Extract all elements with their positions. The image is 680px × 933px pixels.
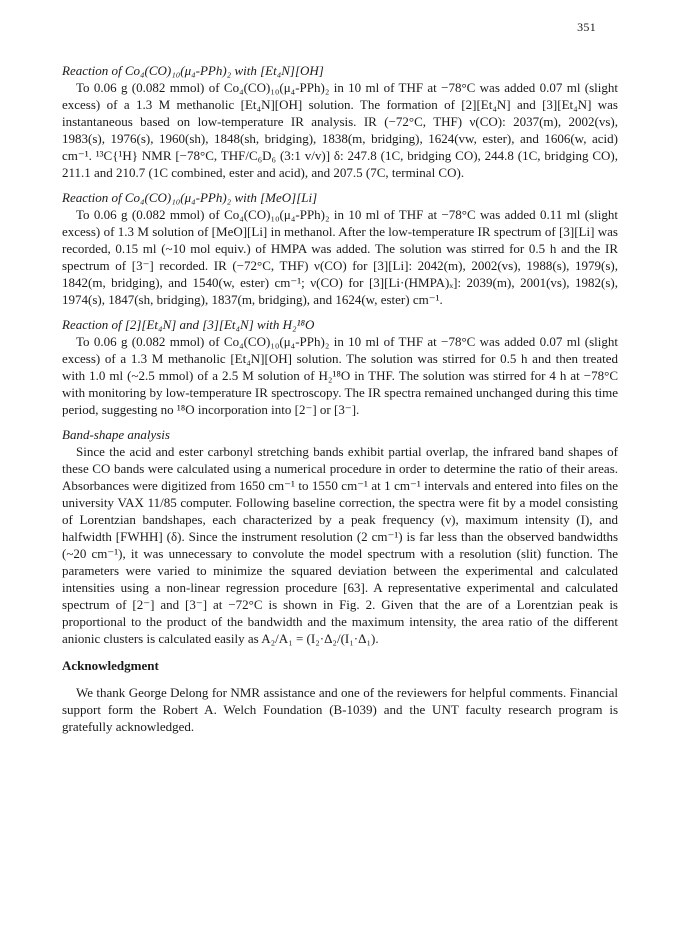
section-heading: Reaction of Co₄(CO)₁₀(μ₄-PPh)₂ with [Et₄N][OH] <box>62 63 324 78</box>
article-body <box>62 62 618 735</box>
section-oh-reaction <box>62 62 618 181</box>
section-paragraph: To 0.06 g (0.082 mmol) of Co₄(CO)₁₀(μ₄-PPh)₂ in 10 ml of THF at −78°C was added 0.11 ml (slight excess) of 1.3 M solution of [MeO][Li] in methanol. After the low-temperature IR spectrum of [3][Li] was recorded, 0.15 ml (~10 mol equiv.) of HMPA was added. The solution was stirred for 0.5 h and the IR spectrum of [3⁻] recorded. IR (−72°C, THF) ν(CO) for [3][Li]: 2042(m), 2002(vs), 1988(s), 1979(s), 1842(m, bridging), and 1540(w, ester) cm⁻¹; ν(CO) for [3][Li·(HMPA)ₓ]: 2039(m), 2001(vs), 1982(s), 1974(s), 1847(sh, bridging), 1837(m, bridging), and 1624(w, ester) cm⁻¹. <box>62 207 618 307</box>
section-band-shape-analysis <box>62 426 618 647</box>
acknowledgment-paragraph: We thank George Delong for NMR assistance and one of the reviewers for helpful comments. Financial support form the Robert A. Welch Foundation (B-1039) and the UNT faculty research program is gratefully acknowledged. <box>62 685 618 734</box>
section-meoli-reaction <box>62 189 618 308</box>
section-paragraph: Since the acid and ester carbonyl stretching bands exhibit partial overlap, the infrared band shapes of these CO bands were calculated using a numerical procedure in order to determine the ratio of their areas. Absorbances were digitized from 1650 cm⁻¹ to 1550 cm⁻¹ at 1 cm⁻¹ intervals and entered into files on the university VAX 11/85 computer. Following baseline correction, the spectra were fit by a model consisting of Lorentzian bandshapes, each characterized by a peak frequency (ν), maximum intensity (I), and halfwidth [FWHH] (δ). Since the instrument resolution (2 cm⁻¹) is far less than the observed bandwidths (~20 cm⁻¹), it was unnecessary to convolute the model spectrum with a resolution (slit) function. The parameters were varied to minimize the squared deviation between the experimental and calculated intensities using a non-linear regression procedure [63]. A representative experimental and calculated spectrum of [2⁻] and [3⁻] at −72°C is shown in Fig. 2. Given that the are of a Lorentzian peak is proportional to the product of the bandwidth and the maximum intensity, the area ratio of the different anionic clusters is calculated easily as A₂/A₁ = (I₂·Δ₂/(I₁·Δ₁). <box>62 444 618 646</box>
section-paragraph: To 0.06 g (0.082 mmol) of Co₄(CO)₁₀(μ₄-PPh)₂ in 10 ml of THF at −78°C was added 0.07 ml (slight excess) of a 1.3 M methanolic [Et₄N][OH] solution. The solution was stirred for 0.5 h and then treated with 1.0 ml (~2.5 mmol) of a 2.5 M solution of H₂¹⁸O in THF. The solution was stirred for 4 h at −78°C with monitoring by low-temperature IR spectroscopy. The IR spectra remained unchanged during this time period, suggesting no ¹⁸O incorporation into [2⁻] or [3⁻]. <box>62 334 618 417</box>
acknowledgment-heading: Acknowledgment <box>62 658 159 673</box>
section-h2o18-reaction <box>62 316 618 418</box>
section-heading: Reaction of [2][Et₄N] and [3][Et₄N] with H₂¹⁸O <box>62 317 315 332</box>
section-heading: Reaction of Co₄(CO)₁₀(μ₄-PPh)₂ with [MeO][Li] <box>62 190 318 205</box>
acknowledgment-section <box>62 657 618 735</box>
page-number: 351 <box>577 20 596 34</box>
section-heading: Band-shape analysis <box>62 427 170 442</box>
section-paragraph: To 0.06 g (0.082 mmol) of Co₄(CO)₁₀(μ₄-PPh)₂ in 10 ml of THF at −78°C was added 0.07 ml (slight excess) of a 1.3 M methanolic [Et₄N][OH] solution. The formation of [2][Et₄N] and [3][Et₄N] was instantaneous based on low-temperature IR analysis. IR (−72°C, THF) ν(CO): 2037(m), 2002(vs), 1983(s), 1976(s), 1960(sh), 1848(sh, bridging), 1838(m, bridging), 1624(vw, ester), and 1606(w, acid) cm⁻¹. ¹³C{¹H} NMR [−78°C, THF/C₆D₆ (3:1 v/v)] δ: 247.8 (1C, bridging CO), 244.8 (1C, bridging CO), 211.1 and 210.7 (1C combined, ester and acid), and 207.5 (7C, terminal CO). <box>62 80 618 180</box>
